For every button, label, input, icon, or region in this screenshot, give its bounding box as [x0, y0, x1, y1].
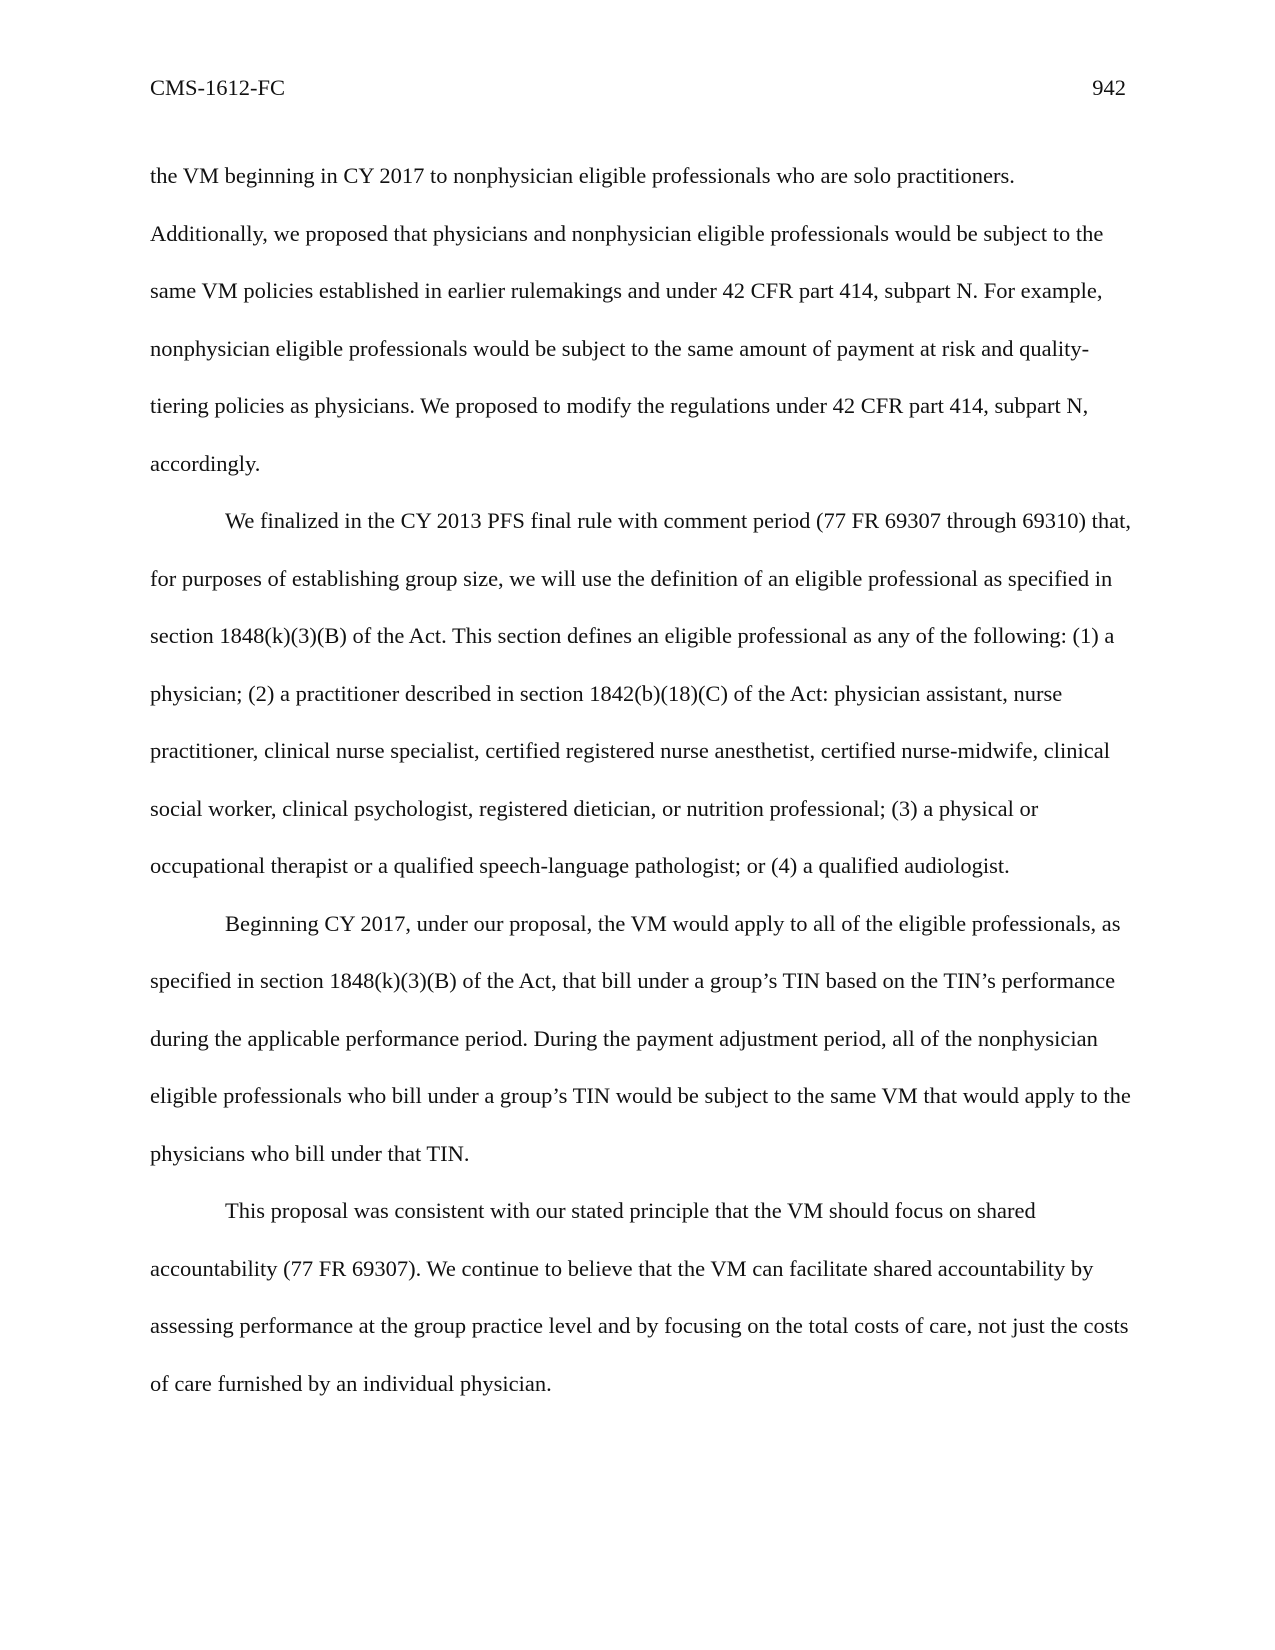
document-id: CMS-1612-FC: [150, 75, 286, 100]
body-text: [150, 147, 1135, 1412]
page-header: [150, 72, 1126, 104]
paragraph-continuation: the VM beginning in CY 2017 to nonphysician eligible professionals who are solo practitioners. Additionally, we proposed that physicians and nonphysician eligible professionals would be subject to the same VM policies established in earlier rulemakings and under 42 CFR part 414, subpart N. For example, nonphysician eligible professionals would be subject to the same amount of payment at risk and quality-tiering policies as physicians. We proposed to modify the regulations under 42 CFR part 414, subpart N, accordingly.: [150, 163, 1104, 476]
page-number: 942: [1092, 75, 1126, 100]
paragraph-group-size-definition: We finalized in the CY 2013 PFS final rule with comment period (77 FR 69307 through 69310) that, for purposes of establishing group size, we will use the definition of an eligible professional as specified in section 1848(k)(3)(B) of the Act. This section defines an eligible professional as any of the following: (1) a physician; (2) a practitioner described in section 1842(b)(18)(C) of the Act: physician assistant, nurse practitioner, clinical nurse specialist, certified registered nurse anesthetist, certified nurse-midwife, clinical social worker, clinical psychologist, registered dietician, or nutrition professional; (3) a physical or occupational therapist or a qualified speech-language pathologist; or (4) a qualified audiologist.: [150, 508, 1131, 878]
paragraph-vm-application: Beginning CY 2017, under our proposal, the VM would apply to all of the eligible professionals, as specified in section 1848(k)(3)(B) of the Act, that bill under a group’s TIN based on the TIN’s performance during the applicable performance period. During the payment adjustment period, all of the nonphysician eligible professionals who bill under a group’s TIN would be subject to the same VM that would apply to the physicians who bill under that TIN.: [150, 910, 1131, 1166]
paragraph-shared-accountability: This proposal was consistent with our stated principle that the VM should focus on shared accountability (77 FR 69307). We continue to believe that the VM can facilitate shared accountability by assessing performance at the group practice level and by focusing on the total costs of care, not just the costs of care furnished by an individual physician.: [150, 1198, 1129, 1396]
